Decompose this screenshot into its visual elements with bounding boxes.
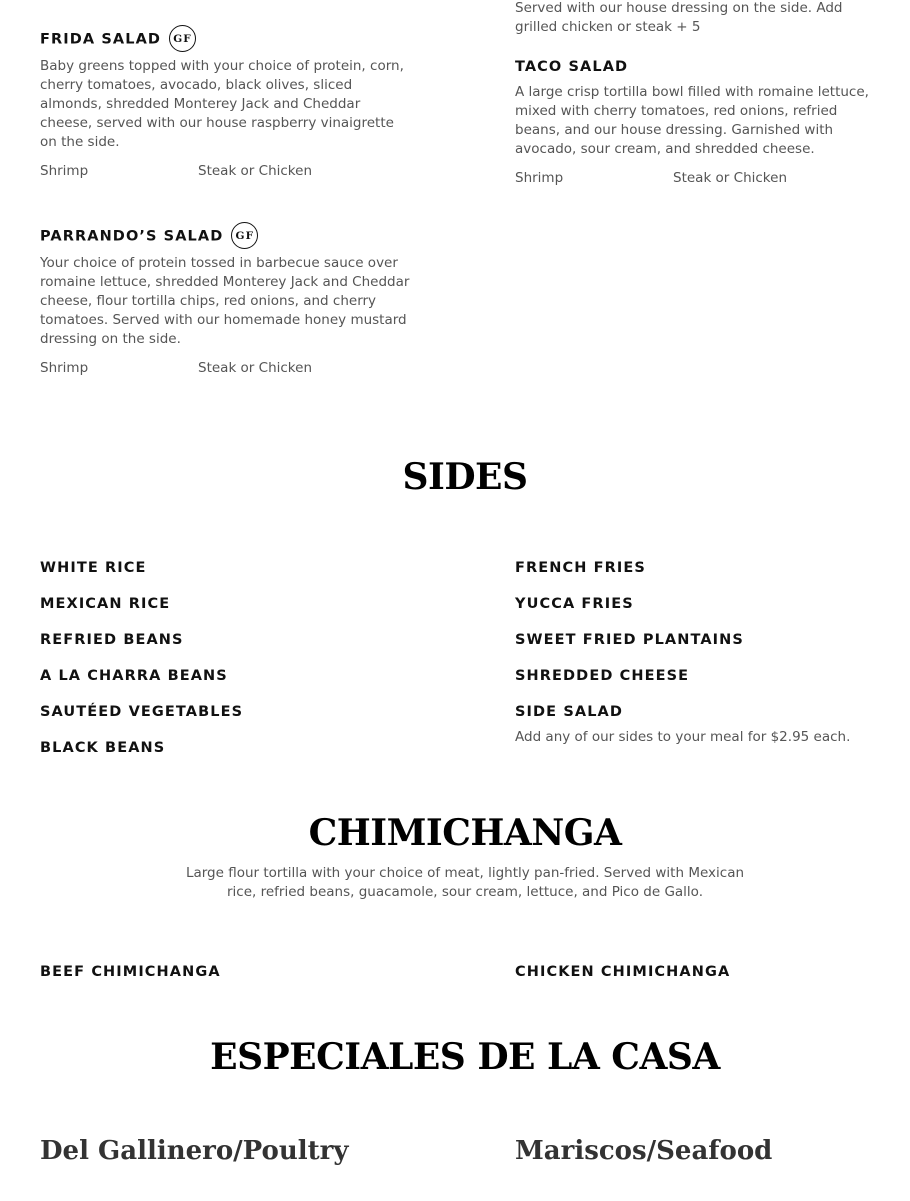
side-item: SAUTÉED VEGETABLES: [40, 704, 244, 720]
side-item: MEXICAN RICE: [40, 596, 171, 612]
side-item: REFRIED BEANS: [40, 632, 184, 648]
taco-option-shrimp: Shrimp: [515, 170, 564, 186]
sides-heading: SIDES: [402, 456, 528, 498]
parrandos-salad-title: PARRANDO’S SALAD GF: [40, 223, 412, 250]
side-item: SWEET FRIED PLANTAINS: [515, 632, 744, 648]
chimichanga-heading: CHIMICHANGA: [308, 812, 622, 854]
side-item: BLACK BEANS: [40, 740, 166, 756]
side-item: WHITE RICE: [40, 560, 147, 576]
salad-dressing-note: Served with our house dressing on the side. Add grilled chicken or steak + 5: [515, 0, 843, 35]
seafood-subheading: Mariscos/Seafood: [515, 1136, 773, 1166]
taco-option-steak-chicken: Steak or Chicken: [673, 170, 788, 186]
gluten-free-badge-icon: GF: [169, 25, 196, 52]
taco-salad-description: A large crisp tortilla bowl filled with romaine lettuce, mixed with cherry tomatoes, red onions, refried beans, and our house dressing. Garnished with avocado, sour cream, and shredded cheese.: [515, 84, 869, 157]
parrandos-salad-description: Your choice of protein tossed in barbecue sauce over romaine lettuce, shredded Monterey Jack and Cheddar cheese, flour tortilla chips, red onions, and cherry tomatoes. Served with our homemade honey mustard dressing on the side.: [40, 255, 410, 347]
chicken-chimichanga-title: CHICKEN CHIMICHANGA: [515, 964, 731, 980]
side-item: FRENCH FRIES: [515, 560, 646, 576]
frida-salad-title: FRIDA SALAD GF: [40, 26, 412, 53]
parrandos-option-shrimp: Shrimp: [40, 360, 89, 376]
frida-salad-description: Baby greens topped with your choice of protein, corn, cherry tomatoes, avocado, black olives, sliced almonds, shredded Monterey Jack and Cheddar cheese, served with our house raspberry vinaigrette on the side.: [40, 58, 404, 150]
side-item: SHREDDED CHEESE: [515, 668, 690, 684]
chimichanga-description: Large flour tortilla with your choice of meat, lightly pan-fried. Served with Mexican rice, refried beans, guacamole, sour cream, lettuce, and Pico de Gallo.: [185, 865, 745, 900]
gluten-free-badge-icon: GF: [231, 222, 258, 249]
poultry-subheading: Del Gallinero/Poultry: [40, 1136, 349, 1166]
sides-price-note: Add any of our sides to your meal for $2.95 each.: [515, 729, 851, 745]
side-item: YUCCA FRIES: [515, 596, 634, 612]
side-item: SIDE SALAD: [515, 704, 623, 720]
frida-option-steak-chicken: Steak or Chicken: [198, 163, 313, 179]
taco-salad-title: TACO SALAD: [515, 59, 629, 75]
especiales-heading: ESPECIALES DE LA CASA: [210, 1036, 720, 1078]
side-item: A LA CHARRA BEANS: [40, 668, 228, 684]
frida-option-shrimp: Shrimp: [40, 163, 89, 179]
beef-chimichanga-title: BEEF CHIMICHANGA: [40, 964, 221, 980]
parrandos-option-steak-chicken: Steak or Chicken: [198, 360, 313, 376]
